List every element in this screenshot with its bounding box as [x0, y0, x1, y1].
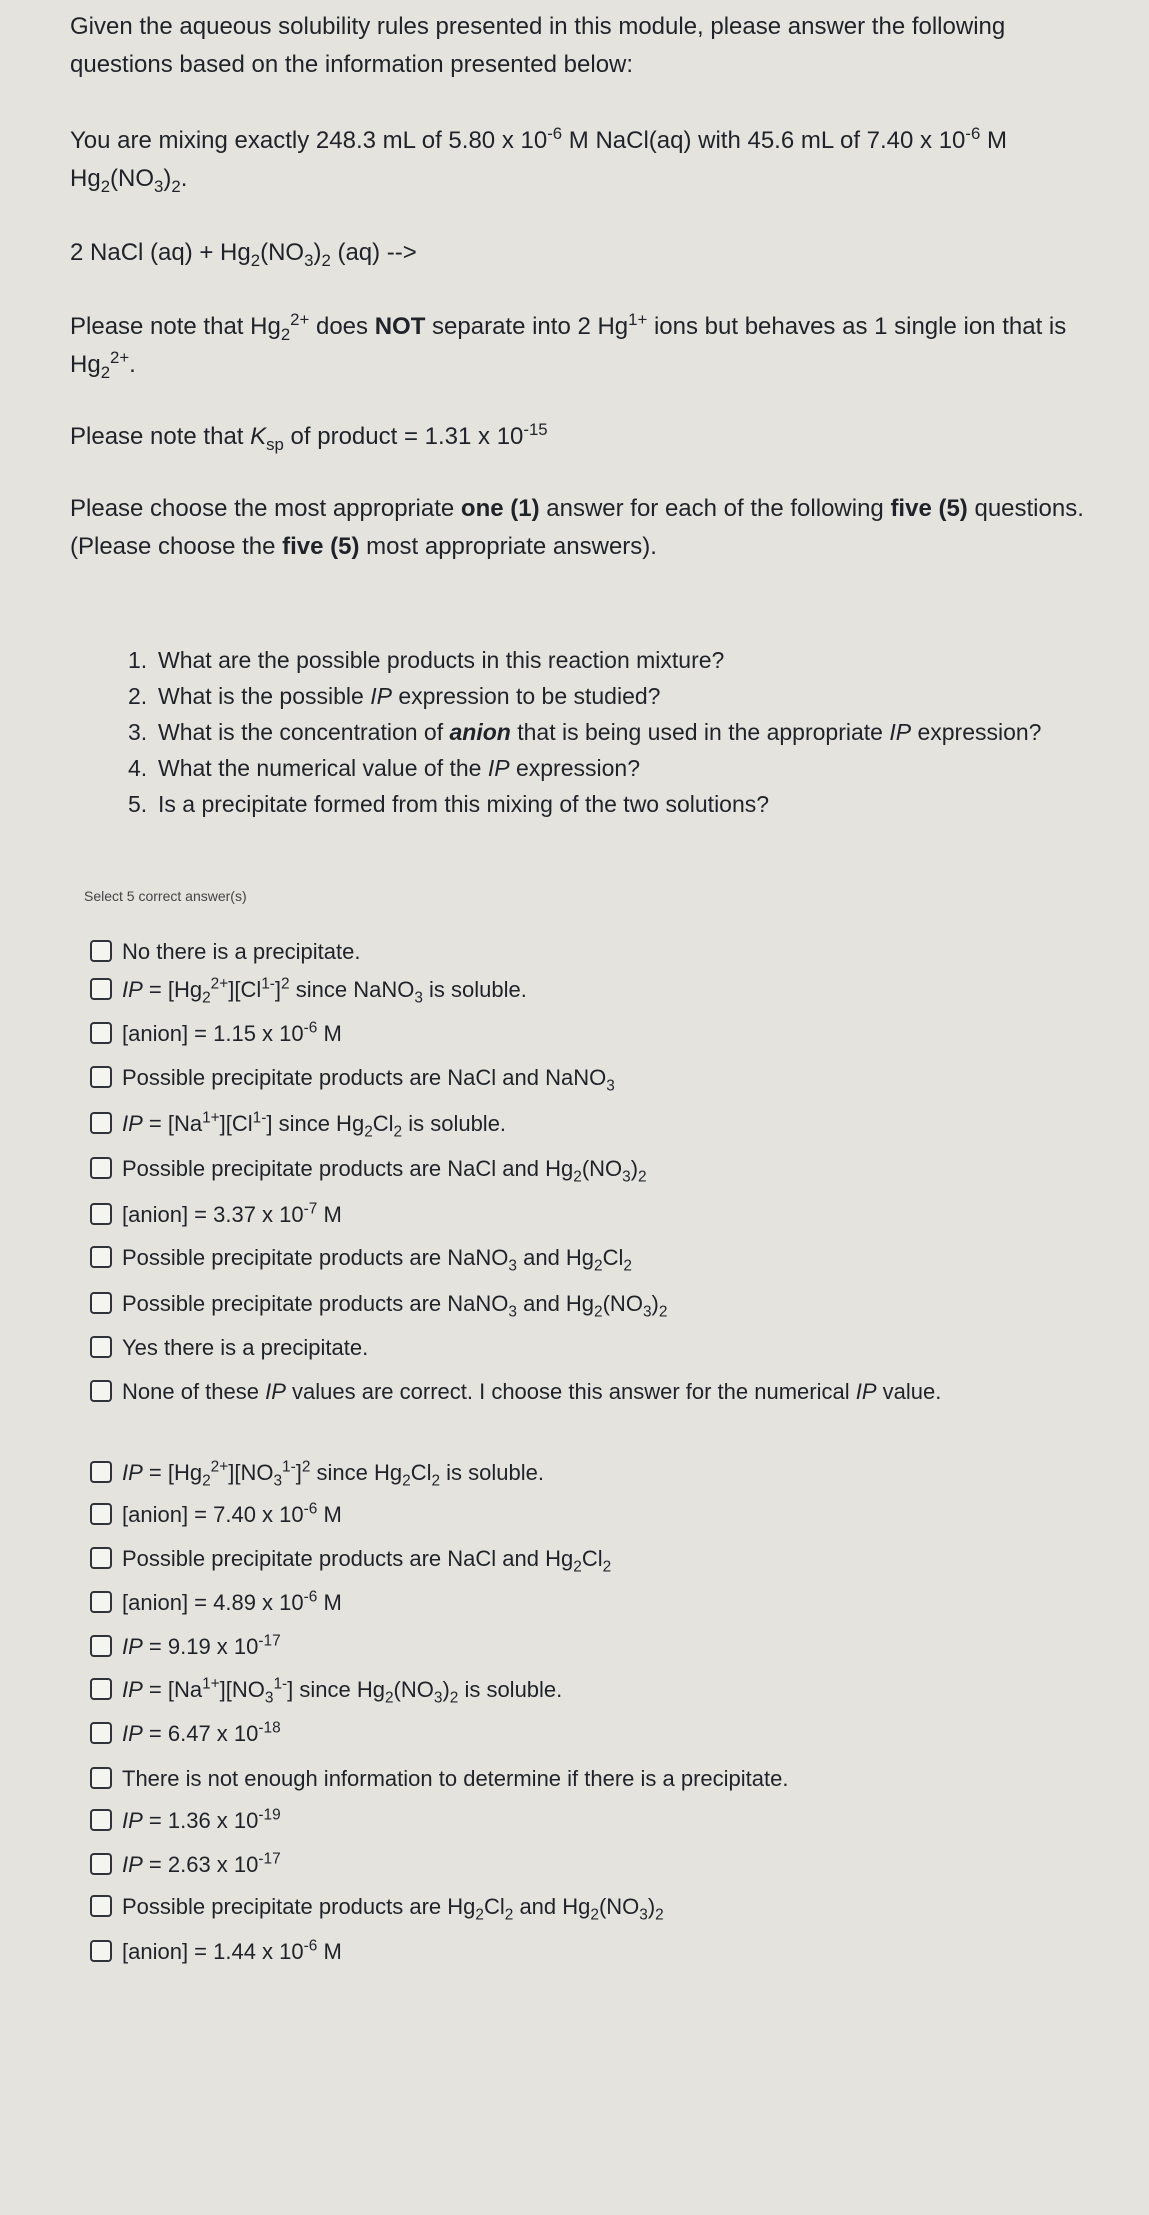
- answer-option-label: Possible precipitate products are NaCl and $Hg_2(NO_3)_2$: [122, 1156, 647, 1186]
- answer-option-label: Yes there is a precipitate.: [122, 1335, 369, 1360]
- answer-checkbox[interactable]: [90, 1635, 112, 1657]
- answer-checkbox[interactable]: [90, 978, 112, 1000]
- answer-option-label: No there is a precipitate.: [122, 939, 361, 964]
- answer-option[interactable]: [90, 1675, 1080, 1707]
- answer-option-label: Possible precipitate products are NaCl and $Hg_2Cl_2$: [122, 1546, 612, 1576]
- answer-checkbox[interactable]: [90, 1022, 112, 1044]
- answer-checkbox[interactable]: [90, 1203, 112, 1225]
- answer-option[interactable]: [90, 1938, 1080, 1966]
- answer-option[interactable]: [90, 1851, 1080, 1879]
- answer-option[interactable]: [90, 1064, 1080, 1095]
- answer-option-label: IP = 9.19 x $10^{-17}$: [122, 1632, 281, 1659]
- answer-checkbox[interactable]: [90, 1895, 112, 1917]
- answer-checkbox[interactable]: [90, 1809, 112, 1831]
- answer-option-label: IP = 1.36 x $10^{-19}$: [122, 1806, 281, 1833]
- answer-option-label: IP = 6.47 x $10^{-18}$: [122, 1719, 281, 1746]
- answer-checkbox[interactable]: [90, 1722, 112, 1744]
- answer-option[interactable]: [90, 1458, 1080, 1490]
- answer-option[interactable]: [90, 1290, 1080, 1321]
- answer-checkbox[interactable]: [90, 1547, 112, 1569]
- answer-option[interactable]: [90, 1545, 1080, 1576]
- intro-note-ksp: Please note that $K_{sp}$ of product = 1.31 x $10^{-15}$: [70, 420, 548, 454]
- answer-checkbox[interactable]: [90, 1112, 112, 1134]
- answer-checkbox[interactable]: [90, 1503, 112, 1525]
- answer-checkbox[interactable]: [90, 1678, 112, 1700]
- answer-checkbox[interactable]: [90, 1853, 112, 1875]
- answer-option-label: Possible precipitate products are NaCl and NaNO$_3$: [122, 1065, 615, 1095]
- question-item: 3. What is the concentration of anion that is being used in the appropriate IP expression?: [128, 719, 1042, 745]
- answer-checkbox[interactable]: [90, 940, 112, 962]
- question-item: 5. Is a precipitate formed from this mixing of the two solutions?: [128, 791, 770, 817]
- answer-option[interactable]: [90, 1334, 1080, 1362]
- answer-option[interactable]: [90, 1244, 1080, 1275]
- answer-option[interactable]: [90, 1378, 1080, 1406]
- answer-option[interactable]: [90, 1109, 1080, 1141]
- answer-option-label: IP = $[Hg_2^{2+}][NO_3^{1-}]^2$ since $Hg_2Cl_2$ is soluble.: [122, 1458, 544, 1490]
- answer-option-label: [anion] = 1.15 x $10^{-6}$ M: [122, 1019, 342, 1046]
- answer-option-label: There is not enough information to determine if there is a precipitate.: [122, 1766, 789, 1791]
- answer-checkbox[interactable]: [90, 1767, 112, 1789]
- answer-option-label: None of these IP values are correct. I choose this answer for the numerical IP value.: [122, 1379, 942, 1404]
- answer-checkbox[interactable]: [90, 1591, 112, 1613]
- answer-option[interactable]: [90, 1765, 1080, 1793]
- answer-option-label: IP = $[Hg_2^{2+}][Cl^{1-}]^2$ since NaNO$_3$ is soluble.: [122, 975, 527, 1007]
- answer-option-label: Possible precipitate products are NaNO$_3$ and $Hg_2Cl_2$: [122, 1245, 632, 1275]
- answer-option[interactable]: [90, 1633, 1080, 1661]
- question-item: 1. What are the possible products in this reaction mixture?: [128, 647, 725, 673]
- select-instruction: Select 5 correct answer(s): [84, 888, 247, 904]
- answer-option-label: Possible precipitate products are $Hg_2Cl_2$ and $Hg_2(NO_3)_2$: [122, 1894, 664, 1924]
- answer-checkbox[interactable]: [90, 1157, 112, 1179]
- answer-option-label: Possible precipitate products are NaNO$_3$ and $Hg_2(NO_3)_2$: [122, 1291, 668, 1321]
- answer-option[interactable]: [90, 1589, 1080, 1617]
- intro-paragraph-2: You are mixing exactly 248.3 mL of 5.80 x $10^{-6}$ M NaCl(aq) with 45.6 mL of 7.40 x $10^{-6}$ M $Hg_2(NO_3)_2$.: [70, 124, 1007, 196]
- answer-option-label: [anion] = 4.89 x $10^{-6}$ M: [122, 1588, 342, 1615]
- answer-checkbox[interactable]: [90, 1292, 112, 1314]
- reaction-equation: 2 NaCl $(aq) + Hg_2(NO_3)_2$ (aq) -->: [70, 239, 417, 270]
- answer-option-label: IP = 2.63 x $10^{-17}$: [122, 1850, 281, 1877]
- answer-option-label: [anion] = 1.44 x $10^{-6}$ M: [122, 1937, 342, 1964]
- answer-checkbox[interactable]: [90, 1336, 112, 1358]
- answer-option[interactable]: [90, 975, 1080, 1007]
- answer-option[interactable]: [90, 1201, 1080, 1229]
- answer-option[interactable]: [90, 1720, 1080, 1748]
- intro-instructions: Please choose the most appropriate one (1) answer for each of the following five (5) questions. (Please choose the five (5) most appropriate answers).: [70, 495, 1084, 560]
- answer-checkbox[interactable]: [90, 1246, 112, 1268]
- answer-option-label: IP = $[Na^{1+}][NO_3^{1-}]$ since $Hg_2(NO_3)_2$ is soluble.: [122, 1675, 563, 1707]
- intro-note-ion: Please note that $Hg_2^{2+}$ does NOT separate into 2 $Hg^{1+}$ ions but behaves as 1 single ion that is $Hg_2^{2+}$.: [70, 310, 1067, 382]
- intro-paragraph-1: Given the aqueous solubility rules presented in this module, please answer the following questions based on the information presented below:: [70, 13, 1006, 78]
- answer-option-label: [anion] = 7.40 x $10^{-6}$ M: [122, 1500, 342, 1527]
- answer-option[interactable]: [90, 1155, 1080, 1186]
- answer-checkbox[interactable]: [90, 1461, 112, 1483]
- question-item: 2. What is the possible IP expression to be studied?: [128, 683, 661, 709]
- answer-option[interactable]: [90, 1501, 1080, 1529]
- answer-checkbox[interactable]: [90, 1940, 112, 1962]
- answer-checkbox[interactable]: [90, 1066, 112, 1088]
- answer-option[interactable]: [90, 1807, 1080, 1835]
- question-intro: [70, 8, 1090, 566]
- question-item: 4. What the numerical value of the IP expression?: [128, 755, 640, 781]
- question-list: [128, 642, 1068, 822]
- answer-option-label: [anion] = 3.37 x $10^{-7}$ M: [122, 1200, 342, 1227]
- answer-option[interactable]: [90, 1020, 1080, 1048]
- answer-checkbox[interactable]: [90, 1380, 112, 1402]
- answer-option[interactable]: [90, 1893, 1080, 1924]
- answer-option[interactable]: [90, 938, 1080, 966]
- answer-option-label: IP = $[Na^{1+}][Cl^{1-}]$ since $Hg_2Cl_2$ is soluble.: [122, 1109, 507, 1141]
